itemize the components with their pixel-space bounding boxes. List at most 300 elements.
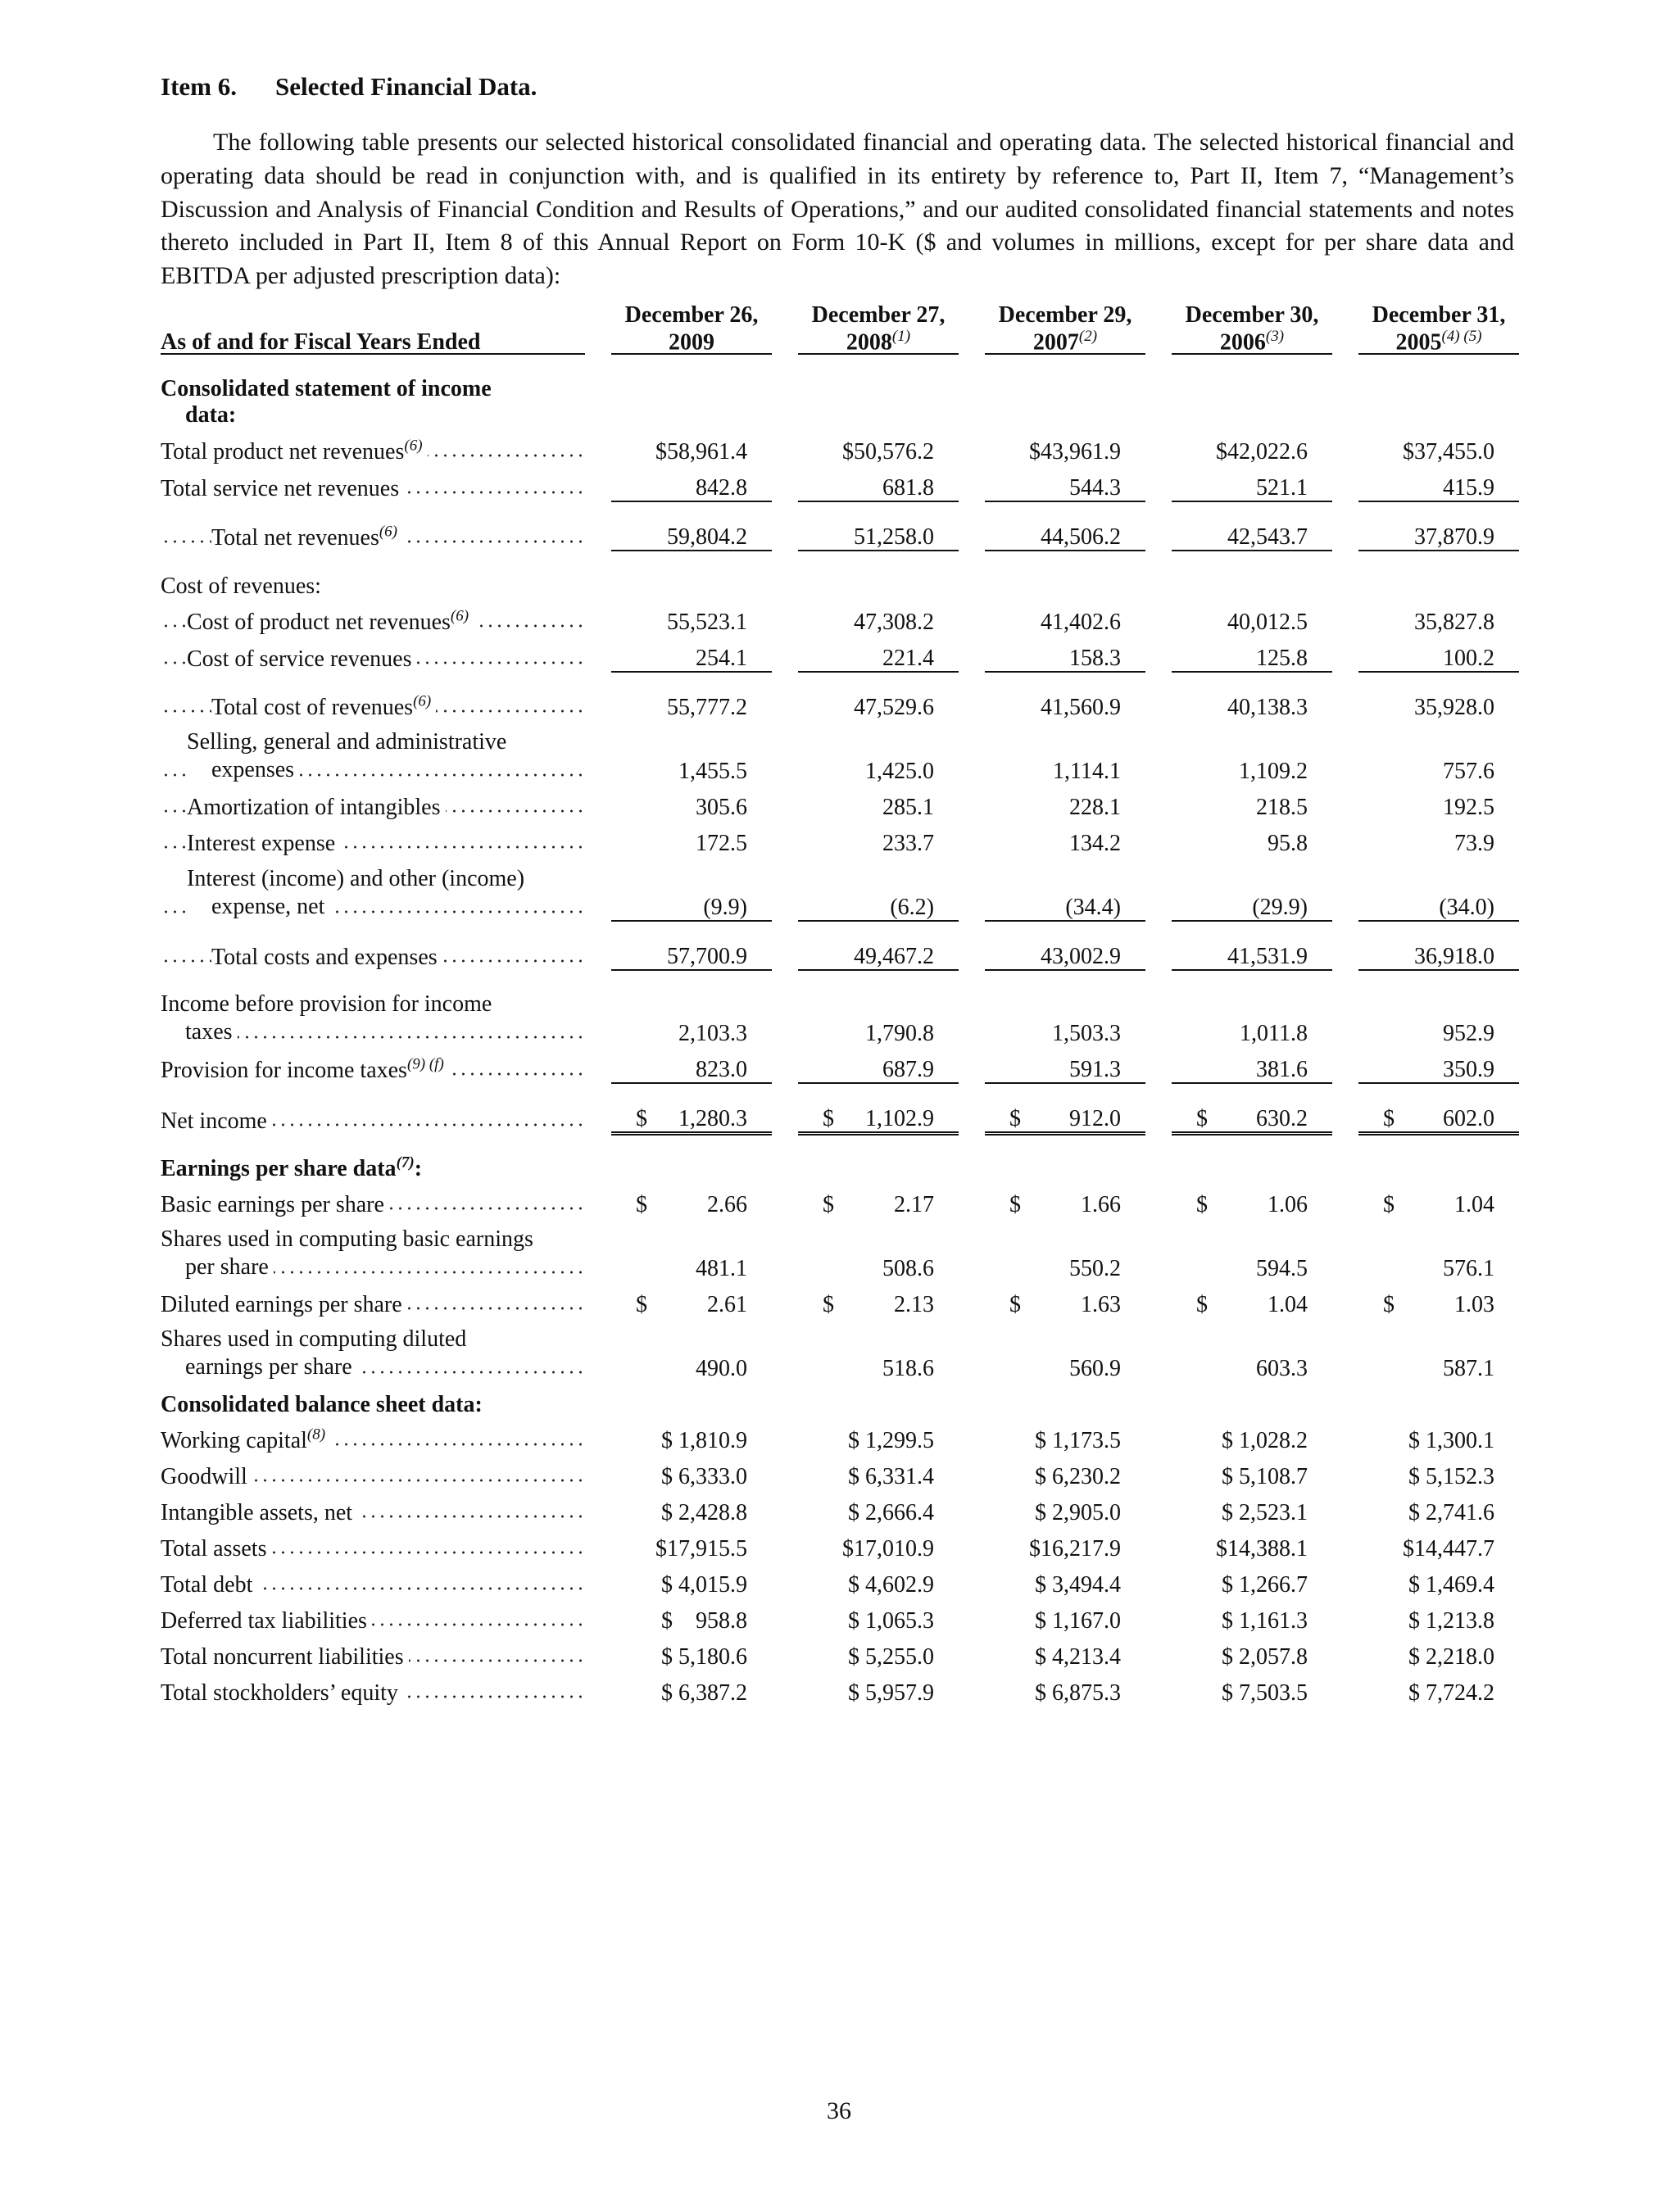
table-cell xyxy=(1358,1634,1519,1670)
cell-value: $ 5,180.6 xyxy=(661,1643,747,1670)
table-cell xyxy=(1172,784,1332,820)
table-cell xyxy=(798,933,959,970)
cell-value: $ 1,167.0 xyxy=(1035,1607,1121,1634)
cell-value: $17,010.9 xyxy=(842,1535,934,1562)
cell-value: 59,804.2 xyxy=(667,524,747,551)
cell-value: 40,138.3 xyxy=(1227,695,1308,721)
cell-value: $42,022.6 xyxy=(1216,439,1308,465)
cell-value: 350.9 xyxy=(1443,1057,1494,1083)
cell-value: 51,258.0 xyxy=(854,524,934,551)
cell-value: 134.2 xyxy=(1069,831,1121,857)
table-cell xyxy=(1172,1562,1332,1598)
table-cell xyxy=(611,635,772,672)
cell-value: $ 2,666.4 xyxy=(848,1499,934,1525)
table-row: Net income $ 1,280.3 $ 1,102.9 $ 912.0 $ 630.2 $ 602.0 xyxy=(161,1095,1519,1134)
table-header-row xyxy=(161,305,1519,354)
table-cell xyxy=(985,856,1145,921)
cell-value: 681.8 xyxy=(882,475,934,501)
cell-value: 1,109.2 xyxy=(1239,759,1308,785)
table-cell xyxy=(985,1217,1145,1281)
cell-value: $ 4,015.9 xyxy=(661,1571,747,1598)
table-cell xyxy=(798,820,959,856)
table-row: Provision for income taxes$^{(9) (f)}$ 823.0 687.9 591.3 381.6 350.9 xyxy=(161,1046,1519,1083)
currency-symbol: $ xyxy=(1383,1106,1395,1132)
cell-value: 254.1 xyxy=(696,646,747,672)
cell-value: $43,961.9 xyxy=(1029,439,1121,465)
table-cell xyxy=(798,1489,959,1525)
table-cell xyxy=(1172,684,1332,720)
table-cell xyxy=(1358,1489,1519,1525)
table-cell xyxy=(1358,635,1519,672)
currency-symbol: $ xyxy=(823,1291,834,1317)
cell-value: 550.2 xyxy=(1069,1255,1121,1281)
cell-value: 603.3 xyxy=(1256,1355,1308,1381)
cell-value: 1,114.1 xyxy=(1053,759,1121,785)
table-row: Intangible assets, net $ 2,428.8 $ 2,666.4 $ 2,905.0 $ 2,523.1 $ 2,741.6 xyxy=(161,1489,1519,1525)
table-cell xyxy=(798,1562,959,1598)
table-row: Total net revenues$^{(6)}$ 59,804.2 51,258.0 44,506.2 42,543.7 37,870.9 xyxy=(161,514,1519,551)
table-cell xyxy=(611,1417,772,1453)
table-cell xyxy=(985,599,1145,635)
table-cell xyxy=(611,1634,772,1670)
table-cell xyxy=(611,1562,772,1598)
item-number: Item 6. xyxy=(161,72,237,101)
currency-symbol: $ xyxy=(823,1191,834,1217)
currency-symbol: $ xyxy=(823,1106,834,1132)
cell-value: $ 1,161.3 xyxy=(1222,1607,1308,1634)
selected-financial-data-table xyxy=(161,302,1519,1706)
table-row: Total product net revenues$^{(6)}$ $58,961.4 $50,576.2 $43,961.9 $42,022.6 $37,455.0 xyxy=(161,428,1519,465)
cell-value: 508.6 xyxy=(882,1255,934,1281)
table-cell xyxy=(798,1281,959,1317)
cell-value: 1,455.5 xyxy=(678,759,747,785)
table-cell xyxy=(985,1634,1145,1670)
currency-symbol: $ xyxy=(636,1191,647,1217)
table-cell xyxy=(1172,1417,1332,1453)
table-cell xyxy=(985,1562,1145,1598)
table-cell xyxy=(1172,1181,1332,1217)
table-cell xyxy=(1358,1417,1519,1453)
cell-value: 305.6 xyxy=(696,795,747,821)
cell-value: $ 6,230.2 xyxy=(1035,1463,1121,1489)
section-heading: Consolidated balance sheet data: xyxy=(161,1391,483,1417)
table-cell xyxy=(1358,856,1519,921)
cell-value: $ 7,724.2 xyxy=(1408,1679,1494,1706)
cell-value: $14,447.7 xyxy=(1403,1535,1494,1562)
table-cell xyxy=(1358,428,1519,465)
table-row: Income before provision for income taxes 2,103.3 1,790.8 1,503.3 1,011.8 952.9 xyxy=(161,982,1519,1046)
table-cell xyxy=(985,1453,1145,1489)
column-header: December 26, 2009 xyxy=(611,305,772,354)
table-cell xyxy=(985,933,1145,970)
cell-value: 42,543.7 xyxy=(1227,524,1308,551)
table-cell xyxy=(798,856,959,921)
table-cell xyxy=(985,1525,1145,1562)
table-cell xyxy=(1172,514,1332,551)
table-cell xyxy=(1172,1453,1332,1489)
table-cell xyxy=(798,465,959,501)
cell-value: 35,928.0 xyxy=(1414,695,1494,721)
table-cell xyxy=(1172,1217,1332,1281)
table-cell xyxy=(1172,1489,1332,1525)
cell-value: $50,576.2 xyxy=(842,439,934,465)
table-row: Cost of product net revenues$^{(6)}$ 55,523.1 47,308.2 41,402.6 40,012.5 35,827.8 xyxy=(161,599,1519,635)
table-cell xyxy=(798,1046,959,1083)
table-cell xyxy=(611,428,772,465)
table-cell xyxy=(1358,1453,1519,1489)
cell-value: 2.13 xyxy=(894,1291,934,1317)
table-cell xyxy=(985,428,1145,465)
cell-value: $ 2,741.6 xyxy=(1408,1499,1494,1525)
page-number: 36 xyxy=(827,2097,851,2124)
intro-paragraph xyxy=(161,126,1514,293)
cell-value: 55,523.1 xyxy=(667,610,747,636)
table-cell xyxy=(1172,856,1332,921)
table-row: Goodwill $ 6,333.0 $ 6,331.4 $ 6,230.2 $ 5,108.7 $ 5,152.3 xyxy=(161,1453,1519,1489)
table-row: Deferred tax liabilities $ 958.8 $ 1,065.3 $ 1,167.0 $ 1,161.3 $ 1,213.8 xyxy=(161,1598,1519,1634)
cell-value: 1,425.0 xyxy=(865,759,934,785)
column-header: December 27, 2008$^{(1)}$ xyxy=(798,305,959,354)
table-cell xyxy=(1358,514,1519,551)
table-cell xyxy=(798,1453,959,1489)
cell-value: $14,388.1 xyxy=(1216,1535,1308,1562)
table-cell xyxy=(611,1281,772,1317)
table-cell xyxy=(611,856,772,921)
currency-symbol: $ xyxy=(636,1291,647,1317)
column-header: December 30, 2006$^{(3)}$ xyxy=(1172,305,1332,354)
cell-value: 125.8 xyxy=(1256,646,1308,672)
table-cell xyxy=(1172,1046,1332,1083)
cell-value: 591.3 xyxy=(1069,1057,1121,1083)
table-row: Total service net revenues 842.8 681.8 544.3 521.1 415.9 xyxy=(161,465,1519,501)
table-cell xyxy=(611,1317,772,1381)
table-cell xyxy=(1358,1281,1519,1317)
table-cell xyxy=(611,720,772,784)
cell-value: 602.0 xyxy=(1443,1106,1494,1132)
cell-value: 36,918.0 xyxy=(1414,944,1494,970)
table-cell xyxy=(1172,428,1332,465)
currency-symbol: $ xyxy=(1009,1191,1021,1217)
cell-value: 285.1 xyxy=(882,795,934,821)
cell-value: 47,529.6 xyxy=(854,695,934,721)
cell-value: 1,280.3 xyxy=(678,1106,747,1132)
table-cell xyxy=(985,784,1145,820)
table-row: Total costs and expenses 57,700.9 49,467.2 43,002.9 41,531.9 36,918.0 xyxy=(161,933,1519,970)
currency-symbol: $ xyxy=(1196,1291,1208,1317)
table-cell xyxy=(1172,1634,1332,1670)
table-row: Total cost of revenues$^{(6)}$ 55,777.2 47,529.6 41,560.9 40,138.3 35,928.0 xyxy=(161,684,1519,720)
cell-value: 221.4 xyxy=(882,646,934,672)
cell-value: 481.1 xyxy=(696,1255,747,1281)
cell-value: 1.66 xyxy=(1081,1191,1121,1217)
cell-value: 594.5 xyxy=(1256,1255,1308,1281)
column-header: December 29, 2007$^{(2)}$ xyxy=(985,305,1145,354)
table-cell xyxy=(985,1317,1145,1381)
table-cell xyxy=(1172,1598,1332,1634)
cell-value: 757.6 xyxy=(1443,759,1494,785)
table-cell xyxy=(985,982,1145,1046)
cell-value: $ 1,810.9 xyxy=(661,1427,747,1453)
cell-value: $58,961.4 xyxy=(655,439,747,465)
table-cell xyxy=(1358,1670,1519,1706)
table-row: Total noncurrent liabilities $ 5,180.6 $ 5,255.0 $ 4,213.4 $ 2,057.8 $ 2,218.0 xyxy=(161,1634,1519,1670)
table-row: Total stockholders’ equity $ 6,387.2 $ 5,957.9 $ 6,875.3 $ 7,503.5 $ 7,724.2 xyxy=(161,1670,1519,1706)
table-row: Interest (income) and other (income) expense, net (9.9) (6.2) (34.4) (29.9) (34.0) xyxy=(161,856,1519,921)
table-cell xyxy=(798,1317,959,1381)
table-cell xyxy=(611,1453,772,1489)
cell-value: $ 2,428.8 xyxy=(661,1499,747,1525)
table-cell xyxy=(611,1217,772,1281)
table-cell xyxy=(798,635,959,672)
table-row: Selling, general and administrative expenses 1,455.5 1,425.0 1,114.1 1,109.2 757.6 xyxy=(161,720,1519,784)
cell-value: 1.06 xyxy=(1268,1191,1308,1217)
cell-value: 630.2 xyxy=(1256,1106,1308,1132)
cell-value: 415.9 xyxy=(1443,475,1494,501)
cell-value: $37,455.0 xyxy=(1403,439,1494,465)
cell-value: (34.0) xyxy=(1439,895,1494,921)
currency-symbol: $ xyxy=(1383,1191,1395,1217)
cell-value: $ 5,255.0 xyxy=(848,1643,934,1670)
cell-value: 381.6 xyxy=(1256,1057,1308,1083)
table-cell xyxy=(798,684,959,720)
table-cell xyxy=(1358,1046,1519,1083)
table-row: Total debt $ 4,015.9 $ 4,602.9 $ 3,494.4 $ 1,266.7 $ 1,469.4 xyxy=(161,1562,1519,1598)
table-row: Cost of revenues: xyxy=(161,573,321,600)
currency-symbol: $ xyxy=(1196,1191,1208,1217)
cell-value: 2,103.3 xyxy=(678,1021,747,1047)
table-cell xyxy=(611,1095,772,1134)
table-cell xyxy=(985,465,1145,501)
cell-value: 73.9 xyxy=(1454,831,1494,857)
cell-value: $ 2,905.0 xyxy=(1035,1499,1121,1525)
table-cell xyxy=(985,1598,1145,1634)
cell-value: 1,102.9 xyxy=(865,1106,934,1132)
table-cell xyxy=(1358,1598,1519,1634)
cell-value: (6.2) xyxy=(890,895,934,921)
currency-symbol: $ xyxy=(1196,1106,1208,1132)
table-cell xyxy=(798,1670,959,1706)
table-cell xyxy=(1358,1095,1519,1134)
cell-value: 544.3 xyxy=(1069,475,1121,501)
cell-value: (29.9) xyxy=(1252,895,1308,921)
table-cell xyxy=(798,1598,959,1634)
cell-value: 172.5 xyxy=(696,831,747,857)
table-cell xyxy=(798,1525,959,1562)
cell-value: $ 1,065.3 xyxy=(848,1607,934,1634)
cell-value: $ 6,331.4 xyxy=(848,1463,934,1489)
cell-value: $ 4,213.4 xyxy=(1035,1643,1121,1670)
table-cell xyxy=(985,1281,1145,1317)
cell-value: $ 4,602.9 xyxy=(848,1571,934,1598)
cell-value: 192.5 xyxy=(1443,795,1494,821)
item-title: Selected Financial Data. xyxy=(275,72,537,101)
cell-value: $ 5,152.3 xyxy=(1408,1463,1494,1489)
table-cell xyxy=(798,514,959,551)
cell-value: 1,790.8 xyxy=(865,1021,934,1047)
cell-value: 35,827.8 xyxy=(1414,610,1494,636)
table-cell xyxy=(1358,1562,1519,1598)
table-cell xyxy=(985,1670,1145,1706)
table-cell xyxy=(985,1181,1145,1217)
table-cell xyxy=(611,514,772,551)
cell-value: $ 6,333.0 xyxy=(661,1463,747,1489)
cell-value: 49,467.2 xyxy=(854,944,934,970)
table-cell xyxy=(798,982,959,1046)
item-heading xyxy=(161,72,537,102)
cell-value: (9.9) xyxy=(703,895,747,921)
table-cell xyxy=(611,982,772,1046)
cell-value: $ 6,387.2 xyxy=(661,1679,747,1706)
cell-value: 37,870.9 xyxy=(1414,524,1494,551)
table-cell xyxy=(611,1670,772,1706)
table-cell xyxy=(985,1095,1145,1134)
cell-value: 587.1 xyxy=(1443,1355,1494,1381)
cell-value: $ 1,300.1 xyxy=(1408,1427,1494,1453)
cell-value: 44,506.2 xyxy=(1041,524,1121,551)
table-cell xyxy=(1358,720,1519,784)
table-cell xyxy=(1358,599,1519,635)
cell-value: 41,531.9 xyxy=(1227,944,1308,970)
table-row: Working capital$^{(8)}$ $ 1,810.9 $ 1,299.5 $ 1,173.5 $ 1,028.2 $ 1,300.1 xyxy=(161,1417,1519,1453)
cell-value: 158.3 xyxy=(1069,646,1121,672)
currency-symbol: $ xyxy=(1009,1106,1021,1132)
cell-value: $ 1,266.7 xyxy=(1222,1571,1308,1598)
cell-value: 912.0 xyxy=(1069,1106,1121,1132)
cell-value: 43,002.9 xyxy=(1041,944,1121,970)
cell-value: 47,308.2 xyxy=(854,610,934,636)
table-cell xyxy=(985,820,1145,856)
table-cell xyxy=(1172,1095,1332,1134)
table-cell xyxy=(1172,599,1332,635)
table-cell xyxy=(985,514,1145,551)
cell-value: $ 1,299.5 xyxy=(848,1427,934,1453)
cell-value: 1.04 xyxy=(1454,1191,1494,1217)
table-cell xyxy=(1172,465,1332,501)
table-cell xyxy=(798,1181,959,1217)
cell-value: 2.61 xyxy=(707,1291,747,1317)
table-cell xyxy=(1358,820,1519,856)
cell-value: 823.0 xyxy=(696,1057,747,1083)
cell-value: $ 958.8 xyxy=(661,1607,747,1634)
table-row: Basic earnings per share $ 2.66 $ 2.17 $ 1.66 $ 1.06 $ 1.04 xyxy=(161,1181,1519,1217)
cell-value: $ 1,028.2 xyxy=(1222,1427,1308,1453)
table-cell xyxy=(798,784,959,820)
cell-value: $ 5,957.9 xyxy=(848,1679,934,1706)
cell-value: 233.7 xyxy=(882,831,934,857)
table-cell xyxy=(611,1181,772,1217)
table-cell xyxy=(798,1217,959,1281)
table-cell xyxy=(798,1634,959,1670)
table-cell xyxy=(985,1489,1145,1525)
table-cell xyxy=(611,599,772,635)
table-row: Total assets $17,915.5 $17,010.9 $16,217.9 $14,388.1 $14,447.7 xyxy=(161,1525,1519,1562)
table-cell xyxy=(1358,1317,1519,1381)
column-header: December 31, $2005^{(4) (5)}$ xyxy=(1358,305,1519,354)
cell-value: 2.17 xyxy=(894,1191,934,1217)
cell-value: 2.66 xyxy=(707,1191,747,1217)
table-cell xyxy=(1172,933,1332,970)
cell-value: 1,011.8 xyxy=(1240,1021,1308,1047)
table-cell xyxy=(798,428,959,465)
table-cell xyxy=(1358,684,1519,720)
cell-value: 1,503.3 xyxy=(1052,1021,1121,1047)
cell-value: 218.5 xyxy=(1256,795,1308,821)
table-cell xyxy=(1358,1181,1519,1217)
table-cell xyxy=(611,684,772,720)
table-cell xyxy=(985,1417,1145,1453)
cell-value: 228.1 xyxy=(1069,795,1121,821)
cell-value: $ 3,494.4 xyxy=(1035,1571,1121,1598)
cell-value: 55,777.2 xyxy=(667,695,747,721)
table-cell xyxy=(985,635,1145,672)
table-cell xyxy=(1172,1281,1332,1317)
cell-value: 1.04 xyxy=(1268,1291,1308,1317)
cell-value: 521.1 xyxy=(1256,475,1308,501)
table-cell xyxy=(1172,1525,1332,1562)
section-heading: Consolidated statement of income data: xyxy=(161,376,492,428)
table-cell xyxy=(798,720,959,784)
intro-text: The following table presents our selected historical consolidated financial and operating data. The selected historical financial and operating data should be read in conjunction with, and is qualified in its entirety by reference to, Part II, Item 7, “Management’s Discussion and Analysis of Financial Condition and Results of Operations,” and our audited consolidated financial statements and notes thereto included in Part II, Item 8 of this Annual Report on Form 10-K ($ and volumes in millions, except for per share data and EBITDA per adjusted prescription data): xyxy=(161,129,1514,290)
table-cell xyxy=(1172,720,1332,784)
cell-value: 952.9 xyxy=(1443,1021,1494,1047)
table-cell xyxy=(798,1095,959,1134)
table-cell xyxy=(611,1489,772,1525)
cell-value: 100.2 xyxy=(1443,646,1494,672)
cell-value: 490.0 xyxy=(696,1355,747,1381)
cell-value: $ 7,503.5 xyxy=(1222,1679,1308,1706)
cell-value: 576.1 xyxy=(1443,1255,1494,1281)
table-cell xyxy=(611,820,772,856)
cell-value: 518.6 xyxy=(882,1355,934,1381)
table-row: Diluted earnings per share $ 2.61 $ 2.13 $ 1.63 $ 1.04 $ 1.03 xyxy=(161,1281,1519,1317)
currency-symbol: $ xyxy=(636,1106,647,1132)
cell-value: 41,560.9 xyxy=(1041,695,1121,721)
cell-value: 57,700.9 xyxy=(667,944,747,970)
cell-value: $ 6,875.3 xyxy=(1035,1679,1121,1706)
table-cell xyxy=(798,599,959,635)
table-cell xyxy=(1358,1217,1519,1281)
table-row: Cost of service revenues 254.1 221.4 158.3 125.8 100.2 xyxy=(161,635,1519,672)
table-cell xyxy=(1172,1670,1332,1706)
cell-value: $ 2,523.1 xyxy=(1222,1499,1308,1525)
table-cell xyxy=(611,1525,772,1562)
cell-value: 560.9 xyxy=(1069,1355,1121,1381)
cell-value: $ 5,108.7 xyxy=(1222,1463,1308,1489)
cell-value: $17,915.5 xyxy=(655,1535,747,1562)
table-cell xyxy=(985,1046,1145,1083)
cell-value: $ 1,213.8 xyxy=(1408,1607,1494,1634)
table-cell xyxy=(1172,1317,1332,1381)
cell-value: 842.8 xyxy=(696,475,747,501)
table-row: Interest expense 172.5 233.7 134.2 95.8 73.9 xyxy=(161,820,1519,856)
table-cell xyxy=(611,465,772,501)
section-heading: Earnings per share data$^{(7)}$: xyxy=(161,1154,423,1181)
cell-value: $ 2,218.0 xyxy=(1408,1643,1494,1670)
table-cell xyxy=(985,684,1145,720)
header-label: As of and for Fiscal Years Ended xyxy=(161,305,585,354)
table-cell xyxy=(1358,784,1519,820)
table-cell xyxy=(1358,1525,1519,1562)
table-cell xyxy=(1358,933,1519,970)
table-row: Shares used in computing basic earnings per share 481.1 508.6 550.2 594.5 576.1 xyxy=(161,1217,1519,1281)
table-cell xyxy=(611,933,772,970)
table-cell xyxy=(1358,982,1519,1046)
cell-value: (34.4) xyxy=(1065,895,1121,921)
cell-value: 1.03 xyxy=(1454,1291,1494,1317)
cell-value: 1.63 xyxy=(1081,1291,1121,1317)
table-cell xyxy=(1172,820,1332,856)
table-cell xyxy=(1172,635,1332,672)
